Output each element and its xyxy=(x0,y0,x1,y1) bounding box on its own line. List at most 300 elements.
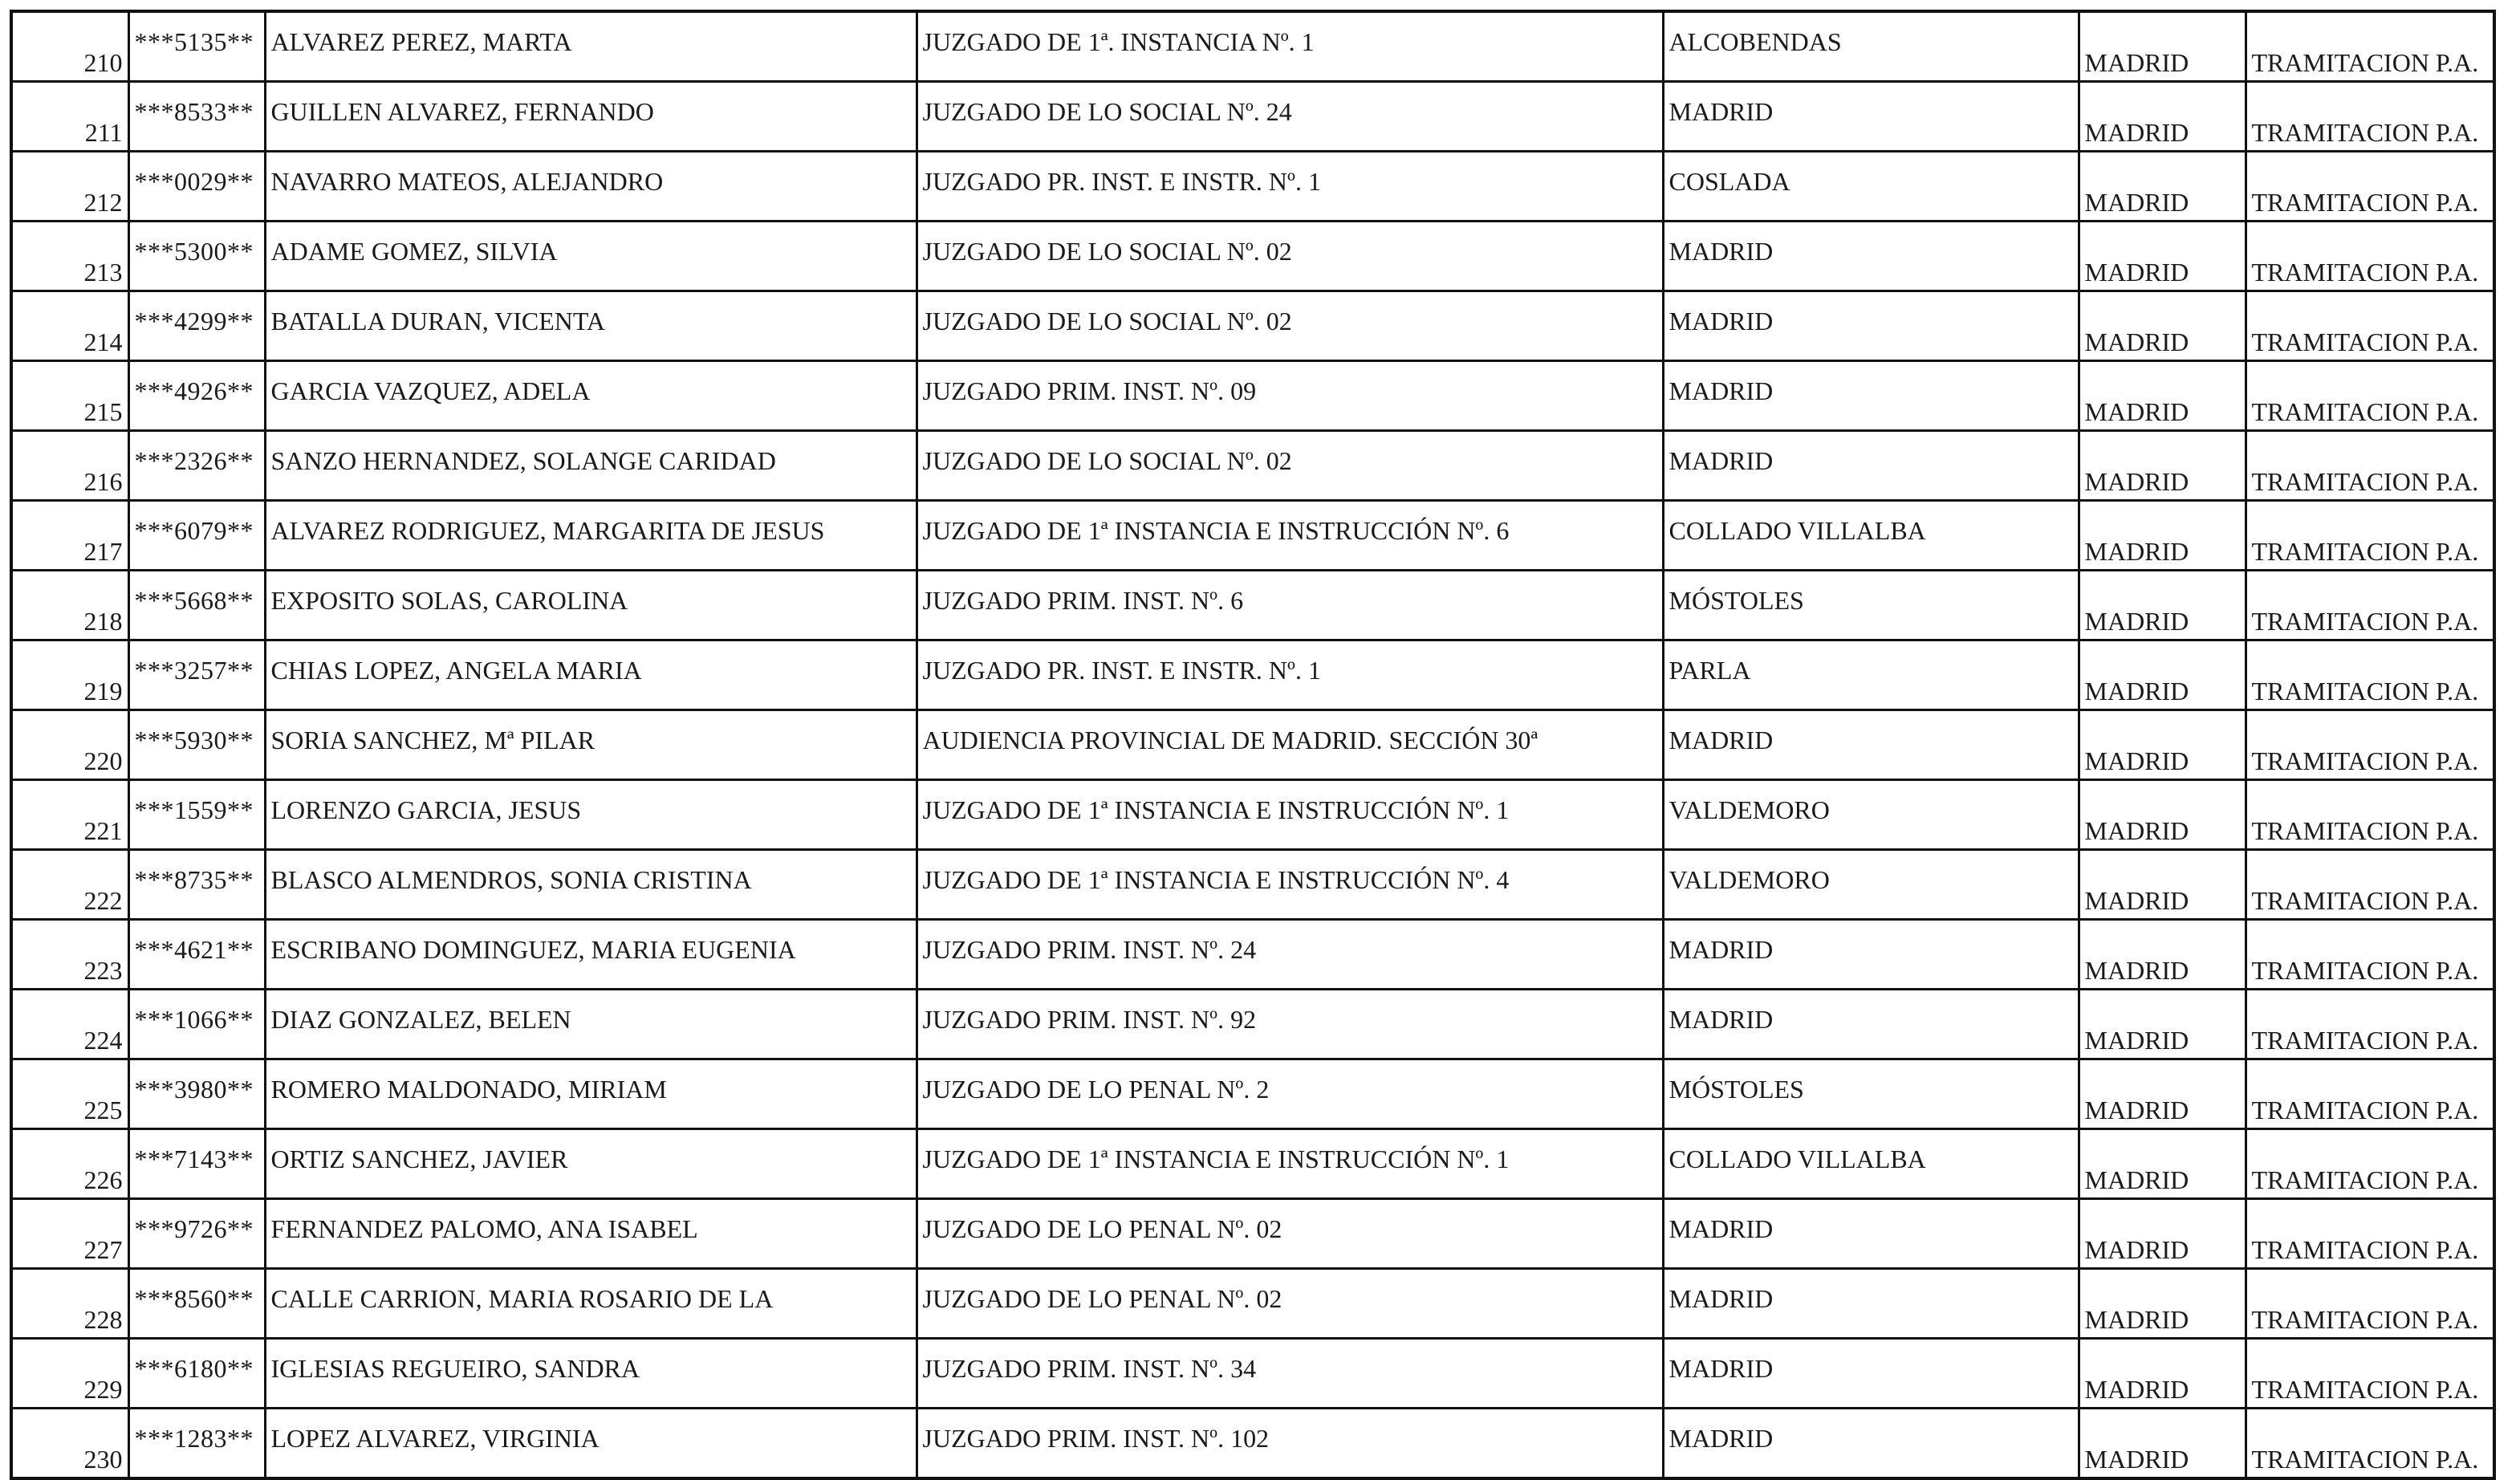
city-name: MADRID xyxy=(1668,1005,1774,1034)
city-name: MADRID xyxy=(1668,1214,1774,1243)
procedure-type: TRAMITACION P.A. xyxy=(2251,607,2479,636)
row-number: 226 xyxy=(83,1165,123,1194)
masked-id: ***5668** xyxy=(134,586,254,615)
city-cell xyxy=(1663,11,2079,82)
province-cell xyxy=(2079,1199,2246,1269)
province-cell xyxy=(2079,291,2246,361)
listing-table xyxy=(10,10,2496,1480)
city-name: COLLADO VILLALBA xyxy=(1668,516,1926,545)
court-name: JUZGADO PR. INST. E INSTR. Nº. 1 xyxy=(922,167,1321,196)
court-cell xyxy=(917,291,1663,361)
id-cell xyxy=(128,1339,265,1409)
table-row xyxy=(11,1339,2494,1409)
court-name: JUZGADO DE LO SOCIAL Nº. 02 xyxy=(922,307,1292,335)
procedure-type: TRAMITACION P.A. xyxy=(2251,1305,2479,1334)
city-cell xyxy=(1663,291,2079,361)
id-cell xyxy=(128,501,265,571)
name-cell xyxy=(265,920,917,990)
row-number-cell xyxy=(11,152,128,222)
court-name: JUZGADO PRIM. INST. Nº. 92 xyxy=(922,1005,1257,1034)
row-number-cell xyxy=(11,11,128,82)
city-name: MADRID xyxy=(1668,237,1774,266)
masked-id: ***8533** xyxy=(134,97,254,126)
name-cell xyxy=(265,1129,917,1199)
court-name: JUZGADO DE LO SOCIAL Nº. 24 xyxy=(922,97,1292,126)
row-number: 228 xyxy=(83,1305,123,1334)
city-cell xyxy=(1663,1129,2079,1199)
name-cell xyxy=(265,1059,917,1129)
row-number-cell xyxy=(11,710,128,780)
person-name: CHIAS LOPEZ, ANGELA MARIA xyxy=(270,656,642,685)
id-cell xyxy=(128,1409,265,1479)
name-cell xyxy=(265,780,917,850)
city-name: COLLADO VILLALBA xyxy=(1668,1145,1926,1173)
court-cell xyxy=(917,361,1663,431)
name-cell xyxy=(265,850,917,920)
type-cell xyxy=(2246,431,2494,501)
court-name: JUZGADO PRIM. INST. Nº. 24 xyxy=(922,935,1257,964)
court-name: JUZGADO DE LO PENAL Nº. 02 xyxy=(922,1284,1282,1313)
procedure-type: TRAMITACION P.A. xyxy=(2251,1445,2479,1474)
name-cell xyxy=(265,1409,917,1479)
id-cell xyxy=(128,1199,265,1269)
id-cell xyxy=(128,431,265,501)
procedure-type: TRAMITACION P.A. xyxy=(2251,886,2479,915)
masked-id: ***5930** xyxy=(134,726,254,754)
person-name: BLASCO ALMENDROS, SONIA CRISTINA xyxy=(270,865,752,894)
province-name: MADRID xyxy=(2084,677,2189,705)
province-name: MADRID xyxy=(2084,467,2189,496)
id-cell xyxy=(128,11,265,82)
row-number-cell xyxy=(11,780,128,850)
type-cell xyxy=(2246,152,2494,222)
row-number: 210 xyxy=(83,48,123,77)
row-number: 220 xyxy=(83,746,123,775)
province-name: MADRID xyxy=(2084,607,2189,636)
procedure-type: TRAMITACION P.A. xyxy=(2251,258,2479,287)
court-cell xyxy=(917,501,1663,571)
id-cell xyxy=(128,640,265,710)
masked-id: ***1066** xyxy=(134,1005,254,1034)
type-cell xyxy=(2246,850,2494,920)
row-number: 229 xyxy=(83,1375,123,1404)
id-cell xyxy=(128,1129,265,1199)
row-number: 230 xyxy=(83,1445,123,1474)
court-name: JUZGADO DE LO SOCIAL Nº. 02 xyxy=(922,446,1292,475)
id-cell xyxy=(128,1269,265,1339)
id-cell xyxy=(128,710,265,780)
province-name: MADRID xyxy=(2084,1375,2189,1404)
id-cell xyxy=(128,780,265,850)
court-cell xyxy=(917,1129,1663,1199)
masked-id: ***2326** xyxy=(134,446,254,475)
procedure-type: TRAMITACION P.A. xyxy=(2251,467,2479,496)
person-name: LOPEZ ALVAREZ, VIRGINIA xyxy=(270,1424,600,1453)
city-cell xyxy=(1663,1339,2079,1409)
province-cell xyxy=(2079,11,2246,82)
city-name: MADRID xyxy=(1668,726,1774,754)
province-cell xyxy=(2079,222,2246,291)
court-name: AUDIENCIA PROVINCIAL DE MADRID. SECCIÓN 30ª xyxy=(922,726,1538,754)
province-cell xyxy=(2079,431,2246,501)
table-row xyxy=(11,710,2494,780)
table-row xyxy=(11,152,2494,222)
row-number-cell xyxy=(11,850,128,920)
procedure-type: TRAMITACION P.A. xyxy=(2251,677,2479,705)
row-number-cell xyxy=(11,1269,128,1339)
table-row xyxy=(11,1409,2494,1479)
city-name: MADRID xyxy=(1668,446,1774,475)
masked-id: ***8560** xyxy=(134,1284,254,1313)
id-cell xyxy=(128,990,265,1059)
person-name: ALVAREZ PEREZ, MARTA xyxy=(270,27,572,56)
person-name: SORIA SANCHEZ, Mª PILAR xyxy=(270,726,595,754)
city-name: MADRID xyxy=(1668,1354,1774,1383)
procedure-type: TRAMITACION P.A. xyxy=(2251,327,2479,356)
city-name: MADRID xyxy=(1668,307,1774,335)
name-cell xyxy=(265,431,917,501)
type-cell xyxy=(2246,222,2494,291)
province-cell xyxy=(2079,1409,2246,1479)
procedure-type: TRAMITACION P.A. xyxy=(2251,1165,2479,1194)
row-number-cell xyxy=(11,291,128,361)
city-cell xyxy=(1663,222,2079,291)
city-name: VALDEMORO xyxy=(1668,865,1830,894)
court-name: JUZGADO PRIM. INST. Nº. 34 xyxy=(922,1354,1257,1383)
procedure-type: TRAMITACION P.A. xyxy=(2251,1235,2479,1264)
row-number: 212 xyxy=(83,188,123,217)
table-body xyxy=(11,11,2494,1478)
city-name: MÓSTOLES xyxy=(1668,586,1804,615)
city-cell xyxy=(1663,920,2079,990)
row-number: 223 xyxy=(83,956,123,985)
person-name: EXPOSITO SOLAS, CAROLINA xyxy=(270,586,628,615)
province-name: MADRID xyxy=(2084,258,2189,287)
type-cell xyxy=(2246,1199,2494,1269)
name-cell xyxy=(265,571,917,640)
person-name: SANZO HERNANDEZ, SOLANGE CARIDAD xyxy=(270,446,776,475)
province-name: MADRID xyxy=(2084,816,2189,845)
court-name: JUZGADO DE LO PENAL Nº. 2 xyxy=(922,1075,1270,1104)
name-cell xyxy=(265,1269,917,1339)
person-name: ALVAREZ RODRIGUEZ, MARGARITA DE JESUS xyxy=(270,516,825,545)
table-row xyxy=(11,291,2494,361)
table-row xyxy=(11,501,2494,571)
type-cell xyxy=(2246,571,2494,640)
name-cell xyxy=(265,152,917,222)
city-cell xyxy=(1663,82,2079,152)
court-cell xyxy=(917,571,1663,640)
masked-id: ***8735** xyxy=(134,865,254,894)
court-name: JUZGADO DE 1ª INSTANCIA E INSTRUCCIÓN Nº. 1 xyxy=(922,795,1510,824)
city-name: MADRID xyxy=(1668,376,1774,405)
province-name: MADRID xyxy=(2084,1165,2189,1194)
row-number-cell xyxy=(11,1129,128,1199)
type-cell xyxy=(2246,361,2494,431)
province-cell xyxy=(2079,1269,2246,1339)
masked-id: ***3257** xyxy=(134,656,254,685)
person-name: CALLE CARRION, MARIA ROSARIO DE LA xyxy=(270,1284,774,1313)
row-number: 218 xyxy=(83,607,123,636)
row-number: 211 xyxy=(84,118,123,147)
procedure-type: TRAMITACION P.A. xyxy=(2251,397,2479,426)
procedure-type: TRAMITACION P.A. xyxy=(2251,746,2479,775)
row-number: 214 xyxy=(83,327,123,356)
type-cell xyxy=(2246,1339,2494,1409)
court-cell xyxy=(917,1269,1663,1339)
city-cell xyxy=(1663,361,2079,431)
city-name: COSLADA xyxy=(1668,167,1790,196)
province-cell xyxy=(2079,501,2246,571)
masked-id: ***3980** xyxy=(134,1075,254,1104)
city-name: MADRID xyxy=(1668,1424,1774,1453)
person-name: ESCRIBANO DOMINGUEZ, MARIA EUGENIA xyxy=(270,935,796,964)
table-row xyxy=(11,640,2494,710)
row-number: 213 xyxy=(83,258,123,287)
person-name: FERNANDEZ PALOMO, ANA ISABEL xyxy=(270,1214,698,1243)
person-name: BATALLA DURAN, VICENTA xyxy=(270,307,605,335)
court-cell xyxy=(917,710,1663,780)
row-number: 222 xyxy=(83,886,123,915)
person-name: DIAZ GONZALEZ, BELEN xyxy=(270,1005,571,1034)
name-cell xyxy=(265,291,917,361)
table-row xyxy=(11,222,2494,291)
type-cell xyxy=(2246,920,2494,990)
id-cell xyxy=(128,920,265,990)
procedure-type: TRAMITACION P.A. xyxy=(2251,118,2479,147)
table-row xyxy=(11,82,2494,152)
row-number-cell xyxy=(11,501,128,571)
masked-id: ***5300** xyxy=(134,237,254,266)
name-cell xyxy=(265,1199,917,1269)
id-cell xyxy=(128,361,265,431)
name-cell xyxy=(265,990,917,1059)
city-cell xyxy=(1663,1199,2079,1269)
court-name: JUZGADO PRIM. INST. Nº. 102 xyxy=(922,1424,1270,1453)
city-name: ALCOBENDAS xyxy=(1668,27,1842,56)
city-cell xyxy=(1663,1059,2079,1129)
row-number: 221 xyxy=(83,816,123,845)
city-cell xyxy=(1663,990,2079,1059)
row-number-cell xyxy=(11,640,128,710)
row-number-cell xyxy=(11,571,128,640)
id-cell xyxy=(128,222,265,291)
province-name: MADRID xyxy=(2084,397,2189,426)
court-cell xyxy=(917,431,1663,501)
masked-id: ***1559** xyxy=(134,795,254,824)
city-name: MADRID xyxy=(1668,935,1774,964)
city-name: PARLA xyxy=(1668,656,1751,685)
province-name: MADRID xyxy=(2084,1235,2189,1264)
court-cell xyxy=(917,152,1663,222)
type-cell xyxy=(2246,990,2494,1059)
person-name: IGLESIAS REGUEIRO, SANDRA xyxy=(270,1354,640,1383)
province-cell xyxy=(2079,1339,2246,1409)
table-row xyxy=(11,1059,2494,1129)
row-number-cell xyxy=(11,82,128,152)
court-name: JUZGADO DE 1ª INSTANCIA E INSTRUCCIÓN Nº. 1 xyxy=(922,1145,1510,1173)
name-cell xyxy=(265,501,917,571)
province-name: MADRID xyxy=(2084,956,2189,985)
type-cell xyxy=(2246,1269,2494,1339)
id-cell xyxy=(128,1059,265,1129)
court-cell xyxy=(917,850,1663,920)
masked-id: ***0029** xyxy=(134,167,254,196)
court-name: JUZGADO DE 1ª INSTANCIA E INSTRUCCIÓN Nº. 4 xyxy=(922,865,1510,894)
row-number: 217 xyxy=(83,537,123,566)
table-row xyxy=(11,361,2494,431)
court-cell xyxy=(917,640,1663,710)
row-number-cell xyxy=(11,222,128,291)
type-cell xyxy=(2246,780,2494,850)
province-cell xyxy=(2079,920,2246,990)
person-name: ROMERO MALDONADO, MIRIAM xyxy=(270,1075,667,1104)
table-row xyxy=(11,1199,2494,1269)
city-cell xyxy=(1663,431,2079,501)
row-number: 216 xyxy=(83,467,123,496)
table-row xyxy=(11,780,2494,850)
court-cell xyxy=(917,82,1663,152)
type-cell xyxy=(2246,82,2494,152)
id-cell xyxy=(128,152,265,222)
row-number: 225 xyxy=(83,1096,123,1124)
name-cell xyxy=(265,710,917,780)
province-cell xyxy=(2079,361,2246,431)
masked-id: ***1283** xyxy=(134,1424,254,1453)
province-name: MADRID xyxy=(2084,886,2189,915)
person-name: ORTIZ SANCHEZ, JAVIER xyxy=(270,1145,568,1173)
province-name: MADRID xyxy=(2084,327,2189,356)
name-cell xyxy=(265,222,917,291)
province-name: MADRID xyxy=(2084,1305,2189,1334)
table-row xyxy=(11,11,2494,82)
province-name: MADRID xyxy=(2084,1445,2189,1474)
row-number: 215 xyxy=(83,397,123,426)
province-cell xyxy=(2079,990,2246,1059)
row-number: 219 xyxy=(83,677,123,705)
procedure-type: TRAMITACION P.A. xyxy=(2251,1375,2479,1404)
province-name: MADRID xyxy=(2084,48,2189,77)
court-cell xyxy=(917,1339,1663,1409)
row-number: 224 xyxy=(83,1026,123,1055)
court-cell xyxy=(917,990,1663,1059)
province-name: MADRID xyxy=(2084,537,2189,566)
masked-id: ***9726** xyxy=(134,1214,254,1243)
person-name: GARCIA VAZQUEZ, ADELA xyxy=(270,376,591,405)
procedure-type: TRAMITACION P.A. xyxy=(2251,48,2479,77)
type-cell xyxy=(2246,640,2494,710)
row-number-cell xyxy=(11,920,128,990)
masked-id: ***7143** xyxy=(134,1145,254,1173)
court-cell xyxy=(917,1409,1663,1479)
city-cell xyxy=(1663,1269,2079,1339)
row-number-cell xyxy=(11,990,128,1059)
masked-id: ***6079** xyxy=(134,516,254,545)
table-row xyxy=(11,431,2494,501)
province-cell xyxy=(2079,1129,2246,1199)
court-name: JUZGADO PR. INST. E INSTR. Nº. 1 xyxy=(922,656,1321,685)
id-cell xyxy=(128,82,265,152)
province-cell xyxy=(2079,850,2246,920)
table-row xyxy=(11,850,2494,920)
procedure-type: TRAMITACION P.A. xyxy=(2251,816,2479,845)
row-number-cell xyxy=(11,1059,128,1129)
court-cell xyxy=(917,222,1663,291)
city-cell xyxy=(1663,1409,2079,1479)
type-cell xyxy=(2246,1409,2494,1479)
name-cell xyxy=(265,361,917,431)
province-name: MADRID xyxy=(2084,746,2189,775)
city-cell xyxy=(1663,780,2079,850)
court-name: JUZGADO DE LO PENAL Nº. 02 xyxy=(922,1214,1282,1243)
city-name: MADRID xyxy=(1668,97,1774,126)
court-name: JUZGADO PRIM. INST. Nº. 09 xyxy=(922,376,1257,405)
person-name: ADAME GOMEZ, SILVIA xyxy=(270,237,558,266)
masked-id: ***4299** xyxy=(134,307,254,335)
row-number-cell xyxy=(11,1199,128,1269)
province-name: MADRID xyxy=(2084,118,2189,147)
province-cell xyxy=(2079,82,2246,152)
masked-id: ***4621** xyxy=(134,935,254,964)
procedure-type: TRAMITACION P.A. xyxy=(2251,1026,2479,1055)
province-cell xyxy=(2079,780,2246,850)
table-row xyxy=(11,990,2494,1059)
court-name: JUZGADO DE 1ª. INSTANCIA Nº. 1 xyxy=(922,27,1315,56)
table-row xyxy=(11,571,2494,640)
court-name: JUZGADO DE LO SOCIAL Nº. 02 xyxy=(922,237,1292,266)
province-name: MADRID xyxy=(2084,188,2189,217)
row-number-cell xyxy=(11,1409,128,1479)
name-cell xyxy=(265,82,917,152)
table-row xyxy=(11,920,2494,990)
city-cell xyxy=(1663,152,2079,222)
city-cell xyxy=(1663,501,2079,571)
court-name: JUZGADO PRIM. INST. Nº. 6 xyxy=(922,586,1244,615)
city-cell xyxy=(1663,710,2079,780)
document-page xyxy=(10,10,2493,1474)
type-cell xyxy=(2246,291,2494,361)
court-cell xyxy=(917,1059,1663,1129)
procedure-type: TRAMITACION P.A. xyxy=(2251,1096,2479,1124)
person-name: NAVARRO MATEOS, ALEJANDRO xyxy=(270,167,664,196)
procedure-type: TRAMITACION P.A. xyxy=(2251,956,2479,985)
province-cell xyxy=(2079,710,2246,780)
city-cell xyxy=(1663,850,2079,920)
masked-id: ***4926** xyxy=(134,376,254,405)
court-cell xyxy=(917,920,1663,990)
table-row xyxy=(11,1129,2494,1199)
masked-id: ***6180** xyxy=(134,1354,254,1383)
court-cell xyxy=(917,11,1663,82)
province-cell xyxy=(2079,152,2246,222)
province-cell xyxy=(2079,1059,2246,1129)
person-name: GUILLEN ALVAREZ, FERNANDO xyxy=(270,97,654,126)
province-name: MADRID xyxy=(2084,1026,2189,1055)
court-cell xyxy=(917,780,1663,850)
name-cell xyxy=(265,1339,917,1409)
name-cell xyxy=(265,640,917,710)
city-cell xyxy=(1663,571,2079,640)
court-cell xyxy=(917,1199,1663,1269)
city-cell xyxy=(1663,640,2079,710)
id-cell xyxy=(128,291,265,361)
type-cell xyxy=(2246,11,2494,82)
city-name: MÓSTOLES xyxy=(1668,1075,1804,1104)
id-cell xyxy=(128,850,265,920)
city-name: MADRID xyxy=(1668,1284,1774,1313)
table-row xyxy=(11,1269,2494,1339)
person-name: LORENZO GARCIA, JESUS xyxy=(270,795,582,824)
